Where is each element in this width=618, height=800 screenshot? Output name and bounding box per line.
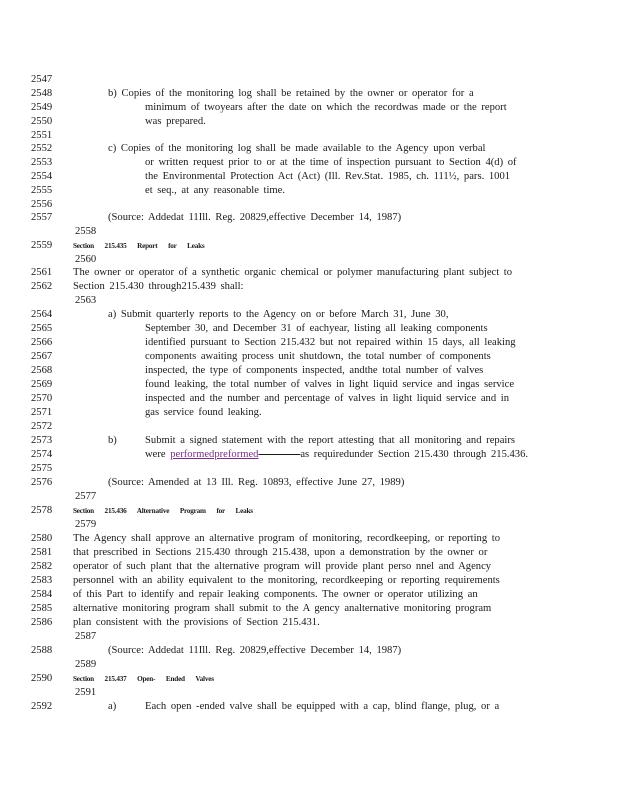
line-number: 2579 [75, 519, 97, 530]
line-number: 2559 [31, 240, 53, 251]
line-number: 2547 [31, 74, 53, 85]
line-number: 2586 [31, 617, 53, 628]
line-number: 2553 [31, 157, 53, 168]
body-text: The owner or operator of a synthetic organic chemical or polymer manufacturing plant subject to [73, 267, 513, 278]
line-number: 2555 [31, 185, 53, 196]
source-note: (Source: Amended at 13 Ill. Reg. 10893, effective June 27, 1989) [108, 477, 405, 488]
line-number: 2563 [75, 295, 97, 306]
line-number: 2567 [31, 351, 53, 362]
line-number: 2560 [75, 254, 97, 265]
line-number: 2554 [31, 171, 53, 182]
section-heading: Section 215.436 Alternative Program for Leaks [73, 507, 253, 515]
paragraph-label: a) [108, 701, 117, 712]
paragraph-c-text: c) Copies of the monitoring log shall be made available to the Agency upon verbal [108, 143, 486, 154]
body-text: that prescribed in Sections 215.430 through 215.438, upon a demonstration by the owner or [73, 547, 488, 558]
line-number: 2557 [31, 212, 53, 223]
paragraph-a-text: September 30, and December 31 of eachyear, listing all leaking components [145, 323, 488, 334]
line-number: 2581 [31, 547, 53, 558]
paragraph-b-text: was prepared. [145, 116, 206, 127]
line-number: 2556 [31, 199, 53, 210]
line-number: 2566 [31, 337, 53, 348]
line-number: 2562 [31, 281, 53, 292]
inserted-text: performedpreformed [170, 449, 259, 460]
line-number: 2561 [31, 267, 53, 278]
line-number: 2575 [31, 463, 53, 474]
line-number: 2576 [31, 477, 53, 488]
line-number: 2584 [31, 589, 53, 600]
body-text: operator of such plant that the alternative program will provide plant perso nnel and Agency [73, 561, 492, 572]
line-number: 2565 [31, 323, 53, 334]
line-number: 2549 [31, 102, 53, 113]
paragraph-a-text: identified pursuant to Section 215.432 but not repaired within 15 days, all leaking [145, 337, 516, 348]
body-text: plan consistent with the provisions of Section 215.431. [73, 617, 320, 628]
paragraph-b-text: minimum of twoyears after the date on which the recordwas made or the report [145, 102, 507, 113]
line-number: 2551 [31, 130, 53, 141]
paragraph-c-text: the Environmental Protection Act (Act) (Ill. Rev.Stat. 1985, ch. 111½, pars. 1001 [145, 171, 511, 182]
line-number: 2558 [75, 226, 97, 237]
paragraph-a-text: inspected and the number and percentage of valves in light liquid service and in [145, 393, 510, 404]
line-number: 2591 [75, 687, 97, 698]
paragraph-c-text: or written request prior to or at the time of inspection pursuant to Section 4(d) of [145, 157, 517, 168]
paragraph-c-text: et seq., at any reasonable time. [145, 185, 286, 196]
line-number: 2570 [31, 393, 53, 404]
line-number: 2592 [31, 701, 53, 712]
line-number: 2587 [75, 631, 97, 642]
paragraph-a-text: found leaking, the total number of valves in light liquid service and ingas service [145, 379, 515, 390]
paragraph-a-text: inspected, the type of components inspected, andthe total number of valves [145, 365, 484, 376]
line-number: 2580 [31, 533, 53, 544]
paragraph-a-text: a) Submit quarterly reports to the Agency on or before March 31, June 30, [108, 309, 449, 320]
body-text: personnel with an ability equivalent to the monitoring, recordkeeping or reporting requirements [73, 575, 500, 586]
amended-text [145, 448, 528, 461]
body-text: Section 215.430 through215.439 shall: [73, 281, 244, 292]
source-note: (Source: Addedat 11Ill. Reg. 20829,effective December 14, 1987) [108, 645, 402, 656]
line-number: 2573 [31, 435, 53, 446]
body-text: of this Part to identify and repair leaking components. The owner or operator utilizing an [73, 589, 478, 600]
paragraph-b-text: Submit a signed statement with the report attesting that all monitoring and repairs [145, 435, 515, 446]
line-number: 2550 [31, 116, 53, 127]
line-number: 2569 [31, 379, 53, 390]
line-number: 2574 [31, 449, 53, 460]
deleted-text [258, 449, 300, 460]
line-number: 2552 [31, 143, 53, 154]
paragraph-a-text: Each open -ended valve shall be equipped with a cap, blind flange, plug, or a [145, 701, 500, 712]
body-text: alternative monitoring program shall submit to the A gency analternative monitoring program [73, 603, 492, 614]
line-number: 2583 [31, 575, 53, 586]
paragraph-b-text: b) Copies of the monitoring log shall be retained by the owner or operator for a [108, 88, 474, 99]
line-number: 2571 [31, 407, 53, 418]
line-number: 2564 [31, 309, 53, 320]
line-number: 2589 [75, 659, 97, 670]
line-number: 2578 [31, 505, 53, 516]
section-heading: Section 215.435 Report for Leaks [73, 242, 205, 250]
text-before-edit: were [145, 449, 171, 460]
paragraph-a-text: components awaiting process unit shutdown, the total number of components [145, 351, 491, 362]
line-number: 2577 [75, 491, 97, 502]
section-heading: Section 215.437 Open- Ended Valves [73, 675, 214, 683]
line-number: 2585 [31, 603, 53, 614]
paragraph-label: b) [108, 435, 117, 446]
line-number: 2590 [31, 673, 53, 684]
line-number: 2572 [31, 421, 53, 432]
body-text: The Agency shall approve an alternative program of monitoring, recordkeeping, or reporting to [73, 533, 501, 544]
line-number: 2582 [31, 561, 53, 572]
text-after-edit: as requiredunder Section 215.430 through 215.436. [300, 449, 529, 460]
line-number: 2548 [31, 88, 53, 99]
paragraph-a-text: gas service found leaking. [145, 407, 262, 418]
line-number: 2588 [31, 645, 53, 656]
line-number: 2568 [31, 365, 53, 376]
source-note: (Source: Addedat 11Ill. Reg. 20829,effective December 14, 1987) [108, 212, 402, 223]
